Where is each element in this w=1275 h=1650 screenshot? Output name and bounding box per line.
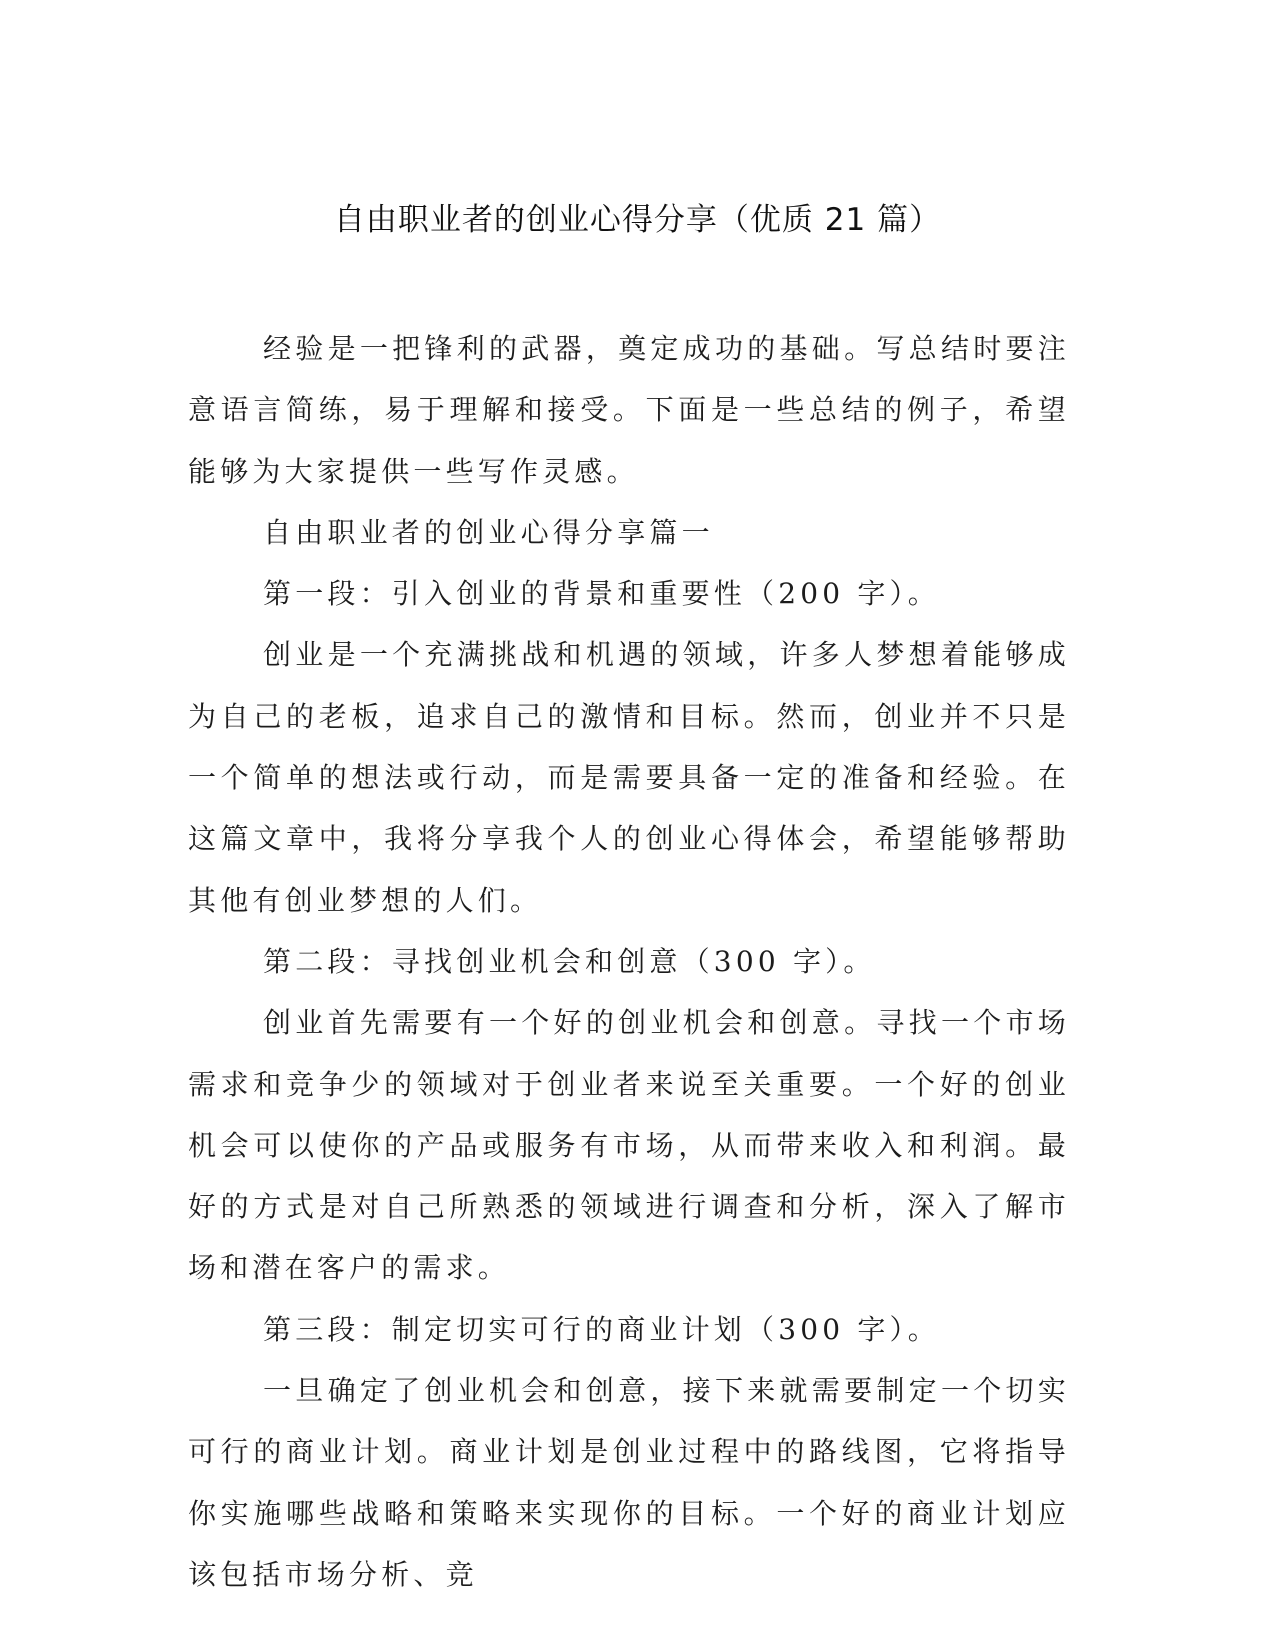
article-heading: 自由职业者的创业心得分享篇一 xyxy=(263,515,714,549)
document-body xyxy=(188,318,1070,1605)
section-heading-2: 第二段：寻找创业机会和创意（300 字）。 xyxy=(263,944,876,978)
section-paragraph-1: 创业是一个充满挑战和机遇的领域，许多人梦想着能够成为自己的老板，追求自己的激情和目标。然而，创业并不只是一个简单的想法或行动，而是需要具备一定的准备和经验。在这篇文章中，我将分享我个人的创业心得体会，希望能够帮助其他有创业梦想的人们。 xyxy=(188,638,1070,917)
document-title: 自由职业者的创业心得分享（优质 21 篇） xyxy=(333,202,942,238)
section-paragraph-3: 一旦确定了创业机会和创意，接下来就需要制定一个切实可行的商业计划。商业计划是创业过程中的路线图，它将指导你实施哪些战略和策略来实现你的目标。一个好的商业计划应该包括市场分析、竞 xyxy=(188,1374,1070,1591)
section-paragraph-2: 创业首先需要有一个好的创业机会和创意。寻找一个市场需求和竞争少的领域对于创业者来说至关重要。一个好的创业机会可以使你的产品或服务有市场，从而带来收入和利润。最好的方式是对自己所熟悉的领域进行调查和分析，深入了解市场和潜在客户的需求。 xyxy=(188,1006,1070,1285)
section-heading-1: 第一段：引入创业的背景和重要性（200 字）。 xyxy=(263,577,940,611)
intro-paragraph: 经验是一把锋利的武器，奠定成功的基础。写总结时要注意语言简练，易于理解和接受。下面是一些总结的例子，希望能够为大家提供一些写作灵感。 xyxy=(188,332,1070,488)
section-heading-3: 第三段：制定切实可行的商业计划（300 字）。 xyxy=(263,1312,940,1346)
